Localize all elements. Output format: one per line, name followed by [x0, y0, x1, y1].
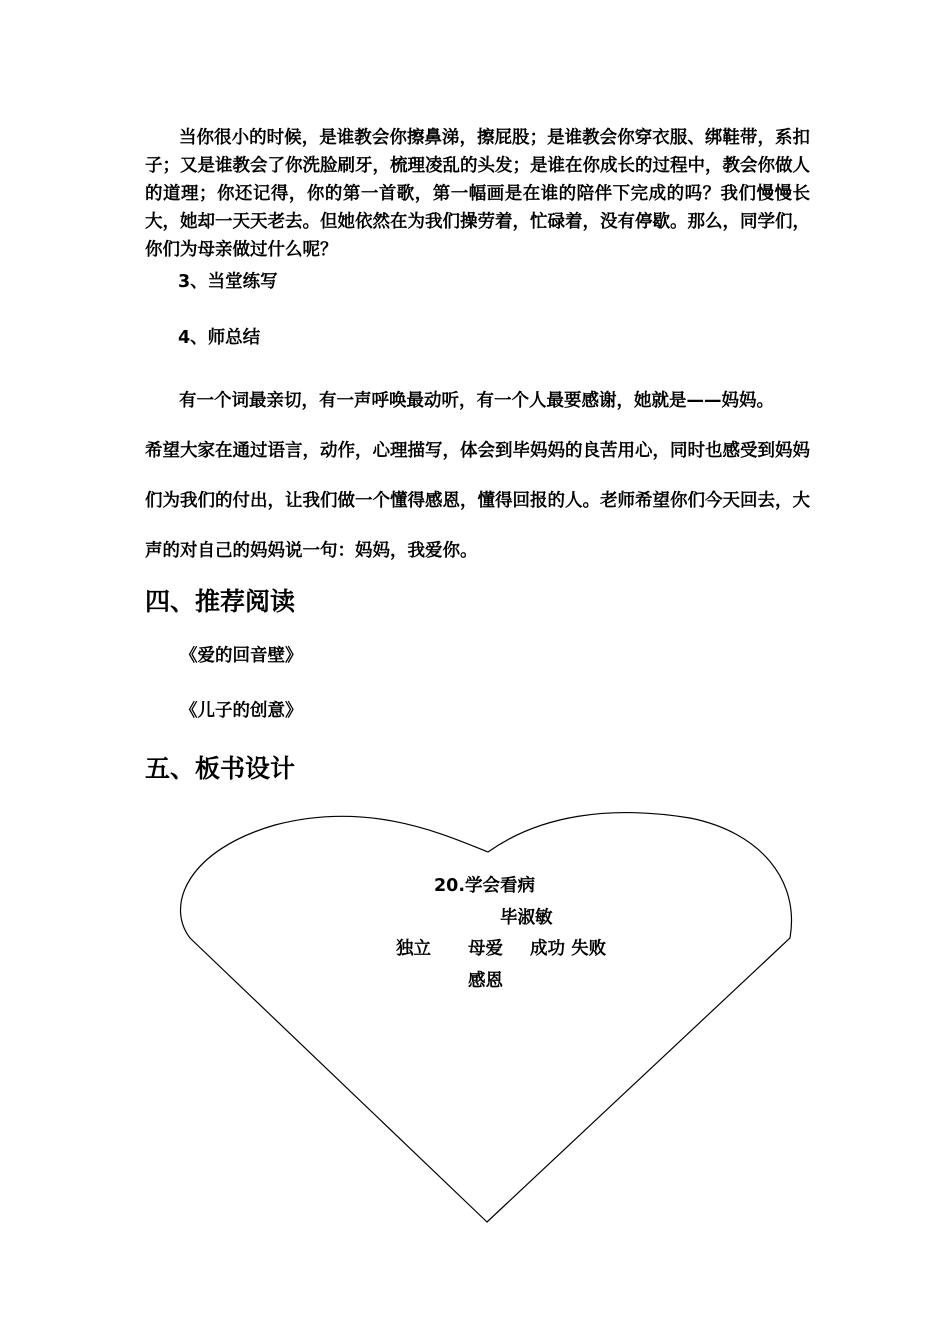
board-word-motherlove: 母爱 — [468, 939, 503, 959]
practice-item: 3、当堂练写 — [178, 272, 278, 292]
summary-item: 4、师总结 — [178, 328, 261, 348]
board-word-independence: 独立 — [396, 939, 431, 959]
board-word-success-failure: 成功 失败 — [530, 939, 607, 959]
book-2: 《儿子的创意》 — [180, 701, 303, 721]
closing-line-1: 有一个词最亲切，有一声呼唤最动听，有一个人最要感谢，她就是——妈妈。 — [179, 391, 774, 411]
section-4-heading: 四、推荐阅读 — [145, 587, 296, 616]
board-word-gratitude: 感恩 — [468, 971, 503, 991]
closing-rest: 希望大家在通过语言，动作，心理描写，体会到毕妈妈的良苦用心，同时也感受到妈妈们为我们的付出，让我们做一个懂得感恩，懂得回报的人。老师希望你们今天回去，大声的对自己的妈妈说一句：妈妈，我爱你。 — [145, 441, 810, 561]
board-author: 毕淑敏 — [500, 908, 553, 928]
section-5-heading: 五、板书设计 — [145, 754, 296, 783]
book-1: 《爱的回音壁》 — [180, 646, 303, 666]
board-title: 20.学会看病 — [434, 876, 536, 896]
intro-paragraph: 当你很小的时候，是谁教会你擦鼻涕，擦屁股；是谁教会你穿衣服、绑鞋带，系扣子；又是谁教会了你洗脸刷牙，梳理凌乱的头发；是谁在你成长的过程中，教会你做人的道理；你还记得，你的第一首歌，第一幅画是在谁的陪伴下完成的吗？我们慢慢长大，她却一天天老去。但她依然在为我们操劳着，忙碌着，没有停歇。那么，同学们，你们为母亲做过什么呢？ — [145, 128, 810, 260]
